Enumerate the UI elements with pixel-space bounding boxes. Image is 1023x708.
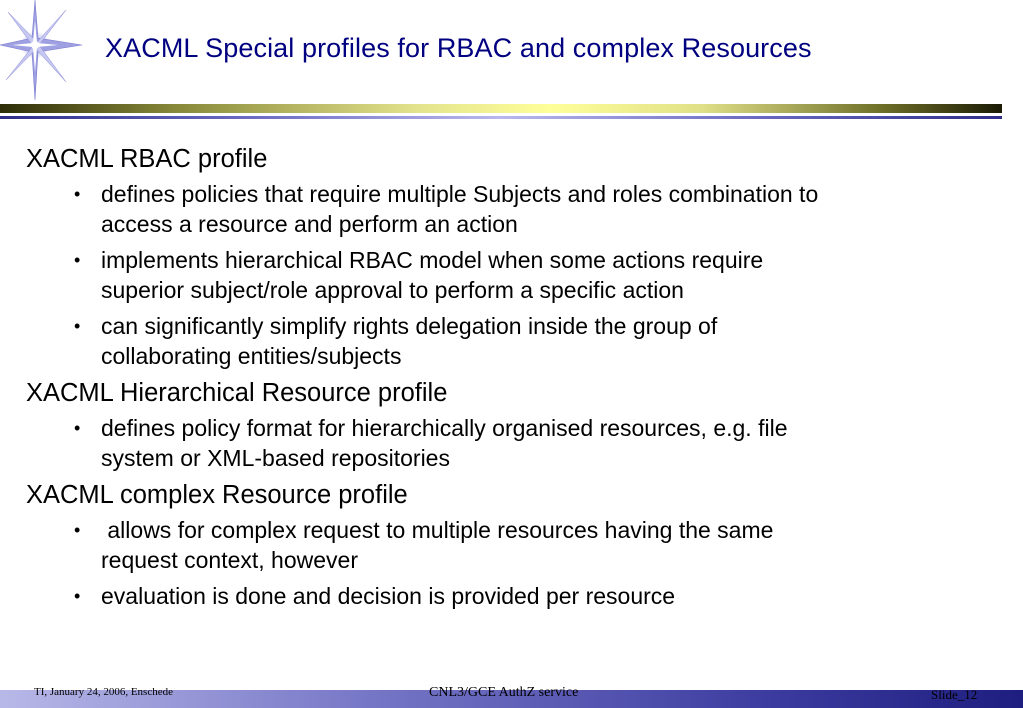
bullet-text-line: implements hierarchical RBAC model when some actions require [101, 247, 764, 273]
bullet-text-line: defines policies that require multiple Subjects and roles combination to [101, 181, 819, 207]
list-item [26, 582, 986, 612]
list-item [26, 180, 986, 239]
footer-slide-number: Slide_12 [931, 687, 978, 702]
slide-content [26, 144, 986, 619]
section-rbac-profile [26, 144, 986, 371]
list-item [26, 414, 986, 473]
bullet-text-line: can significantly simplify rights delegation inside the group of [101, 313, 718, 339]
bullet-list [26, 180, 986, 371]
list-item [26, 246, 986, 305]
section-complex-resource-profile [26, 480, 986, 612]
section-heading: XACML complex Resource profile [26, 481, 408, 509]
bullet-icon: • [74, 586, 81, 606]
title-underline-bar [0, 104, 1002, 113]
bullet-icon: • [74, 520, 81, 540]
bullet-list [26, 516, 986, 612]
bullet-text-line: defines policy format for hierarchically organised resources, e.g. file [101, 415, 788, 441]
title-underline-line [0, 116, 1002, 119]
bullet-text-line: superior subject/role approval to perform a specific action [101, 276, 684, 303]
bullet-list [26, 414, 986, 473]
bullet-text-line: access a resource and perform an action [101, 210, 518, 237]
bullet-text-line: system or XML-based repositories [101, 444, 450, 471]
bullet-icon: • [74, 250, 81, 270]
bullet-icon: • [74, 184, 81, 204]
list-item [26, 312, 986, 371]
bullet-text-line: request context, however [101, 546, 358, 573]
bullet-text-line: evaluation is done and decision is provided per resource [101, 583, 676, 609]
footer-presentation-title: CNL3/GCE AuthZ service [429, 685, 579, 700]
bullet-icon: • [74, 316, 81, 336]
bullet-text-line: allows for complex request to multiple resources having the same [101, 517, 774, 543]
section-hierarchical-resource-profile [26, 378, 986, 473]
slide-title: XACML Special profiles for RBAC and complex Resources [105, 33, 812, 63]
star-burst-icon [0, 0, 90, 104]
section-heading: XACML RBAC profile [26, 145, 268, 173]
footer-date-location: TI, January 24, 2006, Enschede [34, 686, 173, 698]
bullet-icon: • [74, 418, 81, 438]
list-item [26, 516, 986, 575]
bullet-text-line: collaborating entities/subjects [101, 342, 402, 369]
section-heading: XACML Hierarchical Resource profile [26, 379, 448, 407]
